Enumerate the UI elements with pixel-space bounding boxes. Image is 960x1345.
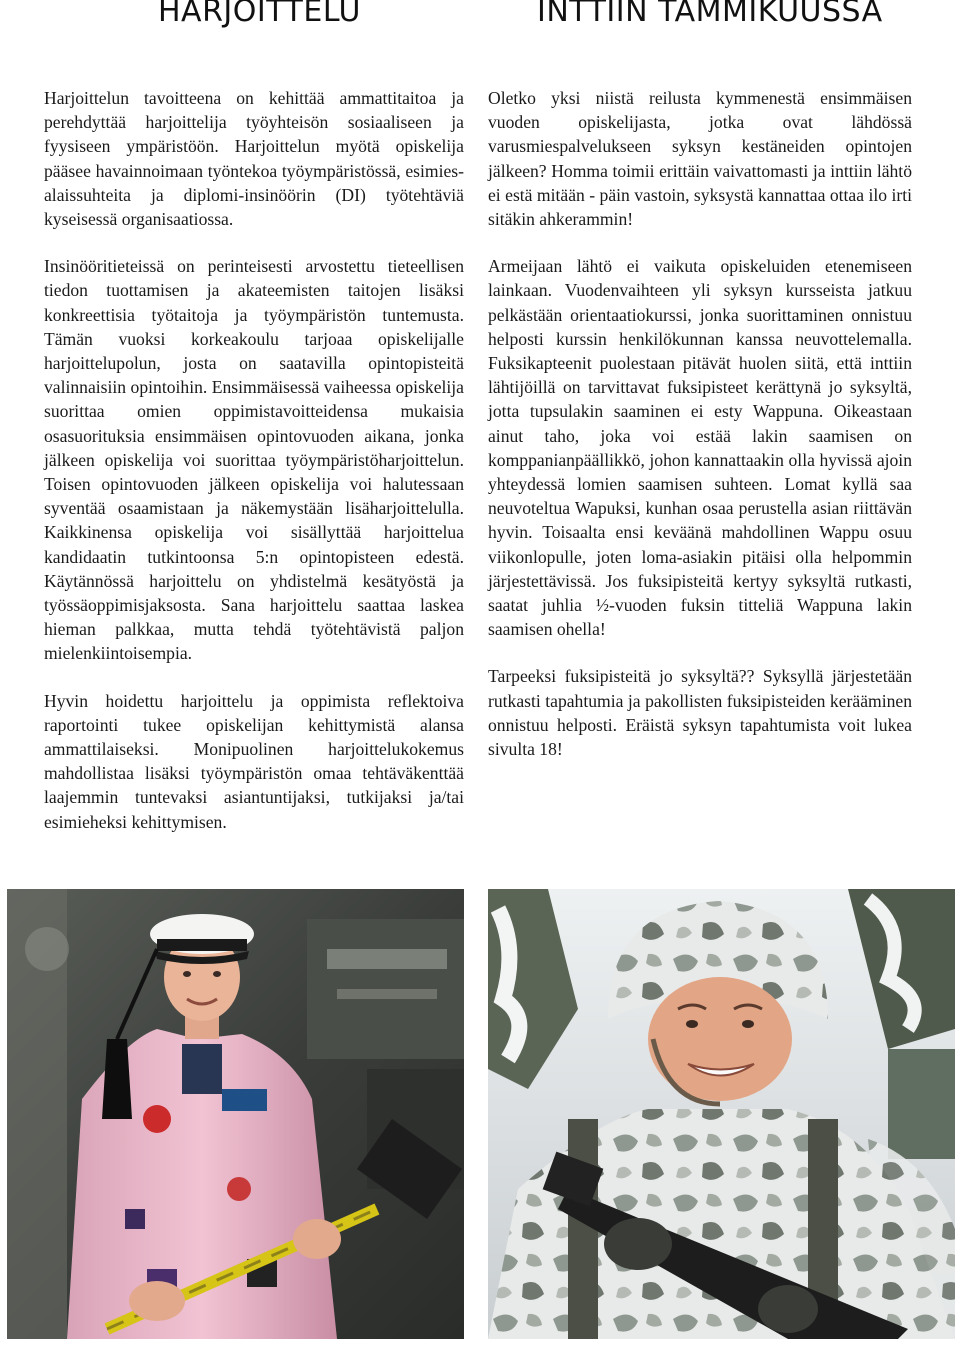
student-with-sledgehammer-icon	[7, 889, 464, 1339]
left-paragraph-2: Insinööritieteissä on perinteisesti arvostettu tieteellisen tiedon tuottamisen ja akateemisten taitojen lisäksi konkreettisia työtaitoja ja työympäristön tuntemusta. Tämän vuoksi korkeakoulu tarjoaa opiskelijalle harjoittelupolun, josta on saatavilla opintopisteitä valinnaisiin opintoihin. Ensimmäisessä vaiheessa opiskelija suorittaa omien oppimistavoitteidensa mukaisia osasuorituksia ensimmäisen opintovuoden aikana, jonka jälkeen opiskelija voi suorittaa työympäristöharjoittelun. Toisen opintovuoden jälkeen opiskelija voi halutessaan syventää osaamistaan ja näkemystään lisäharjoittelulla. Kaikkinensa opiskelija voi sisällyttää harjoittelua kandidaatin tutkintoonsa 5:n opintopisteen edestä. Käytännössä harjoittelu on yhdistelmä kesätyöstä ja työssäoppimisjaksosta. Sana harjoittelu saattaa laskea hieman palkkaa, mutta tehdä työtehtävistä paljon mielenkiintoisempia.	[44, 256, 464, 664]
right-paragraph-3: Tarpeeksi fuksipisteitä jo syksyltä?? Syksyllä järjestetään rutkasti tapahtumia ja pakollisten fuksipisteiden kerääminen onnistuu helposti. Eräistä syksyn tapahtumista voit lukea sivulta 18!	[488, 666, 912, 760]
left-paragraph-1: Harjoittelun tavoitteena on kehittää ammattitaitoa ja perehdyttää harjoittelija työyhteisön sosiaaliseen ja fyysiseen ympäristöön. Harjoittelun myötä opiskelija pääsee havainnoimaan työntekoa työympäristössä, esimies-alaissuhteita ja diplomi-insinöörin (DI) työtehtäviä kyseisessä organisaatiossa.	[44, 88, 464, 230]
conscript-in-snow-icon	[488, 889, 955, 1339]
left-paragraph-3: Hyvin hoidettu harjoittelu ja oppimista reflektoiva raportointi tukee opiskelijan kehittymistä alansa ammattilaiseksi. Monipuolinen harjoittelukokemus mahdollistaa lisäksi työympäristön omaa tehtäväkenttää laajemmin tuntevaksi asiantuntijaksi, tutkijaksi ja/tai esimieheksi kehittymisen.	[44, 690, 464, 832]
right-article-column	[488, 86, 912, 784]
conscript-in-winter-camouflage-photo	[488, 889, 955, 1339]
right-paragraph-2: Armeijaan lähtö ei vaikuta opiskeluiden etenemiseen lainkaan. Vuodenvaihteen yli syksyn kursseista jatkuu pelkästään orientaatiokurssi, jonka suorittaminen onnistuu helposti kurssin henkilökunnan kanssa neuvottelemalla. Fuksikapteenit puolestaan pitävät huolen siitä, että inttiin lähtijöillä on tarvittavat fuksipisteet kerättynä jo syksyltä, jotta tupsulakin saaminen ei esty Wappuna. Oikeastaan ainut taho, joka voi estää lakin saamisen on komppanianpäällikkö, johon kannattaakin olla hyvissä ajoin yhteydessä lomien saamisen suhteen. Lomat kyllä saa neuvoteltua Wapuksi, kunhan osaa perustella asian riittävän hyvin. Toisaalta ensi keväänä mahdollinen Wappu osuu viikonlopulle, joten loma-asiakin pitäisi olla helpommin järjestettävissä. Jos fuksipisteitä kertyy syksyltä rutkasti, saatat juhlia ½-vuoden fuksin titteliä Wappuna lakin saamisen ohella!	[488, 256, 912, 640]
right-paragraph-1: Oletko yksi niistä reilusta kymmenestä ensimmäisen vuoden opiskelijasta, jotka ovat lähdössä varusmiespalvelukseen syksyn kestäneiden opintojen jälkeen? Homma toimii erittäin vaivattomasti ja inttiin lähtö ei estä mitään - päin vastoin, syksystä kannattaa ottaa ilo irti sitäkin ahkerammin!	[488, 88, 912, 230]
heading-inttiin-tammikuussa: INTTIIN TAMMIKUUSSA	[537, 0, 883, 29]
left-article-column	[44, 86, 464, 857]
student-in-pink-overalls-photo	[7, 889, 464, 1339]
heading-harjoittelu: HARJOITTELU	[158, 0, 361, 29]
